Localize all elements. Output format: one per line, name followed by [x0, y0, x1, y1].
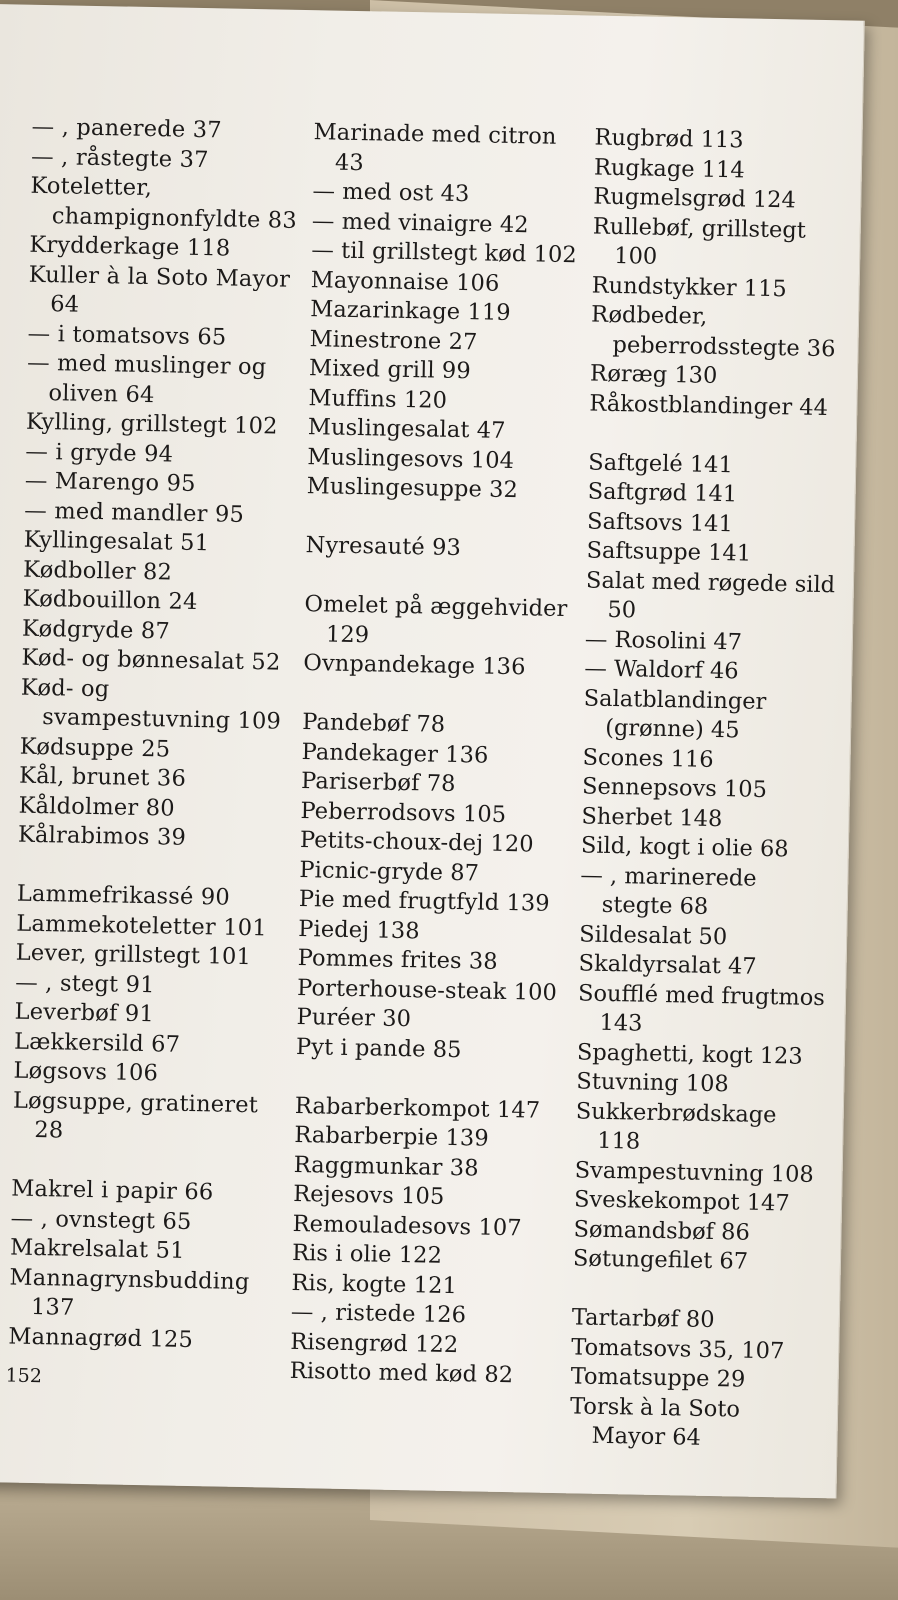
index-entry: Risengrød 122 — [290, 1328, 459, 1358]
index-entry: Kødboller 82 — [22, 556, 173, 586]
index-entry: Sherbet 148 — [581, 802, 723, 832]
index-entry: Saftgelé 141 — [588, 448, 734, 478]
index-entry: Tartarbøf 80 — [571, 1304, 715, 1334]
index-entry: Skaldyrsalat 47 — [578, 950, 757, 980]
index-entry: Kåldolmer 80 — [18, 792, 176, 822]
index-entry: Soufflé med frugtmos 143 — [577, 979, 826, 1037]
index-entry: Søtungefilet 67 — [572, 1245, 749, 1275]
index-entry: Rugkage 114 — [593, 154, 745, 183]
index-entry: Pyt i pande 85 — [295, 1033, 462, 1063]
index-entry: Råkostblandinger 44 — [589, 390, 829, 421]
index-entry: — med vinaigre 42 — [311, 207, 529, 238]
index-entry: Mixed grill 99 — [308, 355, 472, 385]
index-entry: Lever, grillstegt 101 — [15, 939, 252, 971]
index-entry: Torsk à la Soto Mayor 64 — [569, 1392, 741, 1451]
index-entry: Risotto med kød 82 — [289, 1357, 514, 1389]
index-entry: Kålrabimos 39 — [17, 821, 187, 851]
index-entry: Spaghetti, kogt 123 — [576, 1038, 803, 1070]
index-entry: Stuvning 108 — [576, 1068, 729, 1098]
index-entry: Porterhouse-steak 100 — [296, 974, 558, 1006]
index-entry: — i tomatsovs 65 — [27, 320, 227, 351]
index-entry: Ovnpandekage 136 — [303, 650, 526, 681]
index-entry: Remouladesovs 107 — [292, 1210, 522, 1241]
index-entry: Rabarberpie 139 — [294, 1121, 489, 1152]
index-entry: Kuller à la Soto Mayor 64 — [28, 261, 291, 318]
index-entry: Rugbrød 113 — [594, 124, 744, 154]
index-entry: Lammekoteletter 101 — [16, 910, 268, 941]
index-entry: — , panerede 37 — [31, 113, 223, 144]
index-entry: Svampestuvning 108 — [574, 1156, 814, 1188]
index-entry: Ris, kogte 121 — [291, 1269, 458, 1299]
index-entry: Pommes frites 38 — [297, 945, 498, 975]
index-entry: Nyresauté 93 — [305, 532, 462, 562]
index-entry: Tomatsovs 35, 107 — [571, 1333, 785, 1364]
index-entry: Ris i olie 122 — [291, 1239, 443, 1269]
index-entry: Løgsovs 106 — [13, 1057, 159, 1087]
index-entry: Rundstykker 115 — [591, 272, 787, 302]
index-entry: Rejesovs 105 — [292, 1180, 445, 1210]
index-entry: Salatblandinger (grønne) 45 — [583, 684, 767, 744]
index-entry: Makrelsalat 51 — [9, 1234, 185, 1264]
index-entry: — , ristede 126 — [290, 1298, 467, 1329]
index-entry: Pie med frugtfyld 139 — [298, 886, 550, 917]
index-entry: Muslingesovs 104 — [307, 443, 515, 474]
index-entry: Kødsuppe 25 — [19, 733, 171, 763]
index-entry: — Marengo 95 — [24, 467, 196, 497]
index-entry: Pandekager 136 — [301, 738, 489, 769]
index-entry: Raggmunkar 38 — [293, 1151, 479, 1182]
page-number: 152 — [5, 1364, 43, 1388]
index-entry: Løgsuppe, gratineret 28 — [12, 1087, 259, 1144]
index-entry: Sukkerbrødskage 118 — [575, 1097, 777, 1155]
index-entry: Marinade med citron 43 — [313, 119, 557, 176]
index-entry: — med ost 43 — [312, 178, 470, 208]
index-column-2 — [290, 118, 589, 1392]
index-entry: Puréer 30 — [296, 1003, 412, 1033]
index-entry: Tomatsuppe 29 — [570, 1363, 746, 1393]
index-entry: Sild, kogt i olie 68 — [580, 832, 789, 863]
index-entry: Koteletter, champignonfyldte 83 — [30, 172, 298, 234]
index-entry: Muslingesalat 47 — [307, 414, 506, 444]
index-entry: — med mandler 95 — [24, 497, 245, 528]
index-entry: — , marinerede stegte 68 — [580, 861, 757, 920]
index-entry: Krydderkage 118 — [29, 231, 231, 262]
book-page — [0, 4, 865, 1498]
index-entry: Pandebøf 78 — [302, 709, 446, 738]
section-gap — [572, 1274, 823, 1308]
index-entry: Salat med røgede sild 50 — [585, 566, 836, 624]
index-entry: Lækkersild 67 — [13, 1028, 181, 1058]
index-entry: Saftgrød 141 — [587, 478, 738, 508]
index-entry: Sømandsbøf 86 — [573, 1215, 751, 1246]
index-entry: Kød- og bønnesalat 52 — [21, 644, 281, 676]
index-entry: Mannagrynsbudding 137 — [9, 1264, 250, 1321]
index-entry: Pariserbøf 78 — [300, 768, 456, 798]
index-entry: Kødbouillon 24 — [22, 585, 198, 616]
index-entry: Sennepsovs 105 — [581, 773, 768, 803]
index-entry: Petits-choux-dej 120 — [299, 827, 534, 858]
index-entry: Kylling, grillstegt 102 — [25, 408, 278, 440]
index-entry: Omelet på æggehvider 129 — [304, 591, 568, 648]
index-entry: Muffins 120 — [308, 384, 448, 414]
index-entry: — , stegt 91 — [14, 969, 155, 998]
index-entry: Peberrodsovs 105 — [300, 797, 507, 828]
index-entry: Rødbeder, peberrodsstegte 36 — [590, 301, 836, 362]
index-entry: Saftsovs 141 — [586, 507, 734, 537]
index-entry: Mayonnaise 106 — [310, 266, 500, 297]
index-column-1 — [8, 113, 307, 1357]
index-entry: Leverbøf 91 — [14, 998, 155, 1028]
index-entry: — Rosolini 47 — [584, 625, 743, 655]
index-entry: — med muslinger og oliven 64 — [26, 349, 267, 408]
index-entry: Minestrone 27 — [309, 325, 478, 355]
index-entry: — i gryde 94 — [25, 438, 174, 468]
index-entry: Kål, brunet 36 — [18, 762, 187, 792]
index-entry: — , råstegte 37 — [30, 143, 209, 173]
index-entry: Picnic-gryde 87 — [299, 856, 480, 886]
index-entry: Lammefrikassé 90 — [16, 880, 231, 911]
index-entry: — til grillstegt kød 102 — [311, 237, 578, 269]
index-entry: Kød- og svampestuvning 109 — [20, 674, 282, 735]
index-entry: Mannagrød 125 — [8, 1323, 194, 1353]
index-entry: Kyllingesalat 51 — [23, 526, 210, 557]
index-entry: Mazarinkage 119 — [309, 296, 511, 326]
section-gap — [589, 419, 840, 453]
index-entry: Røræg 130 — [589, 360, 718, 389]
index-entry: Saftsuppe 141 — [586, 537, 752, 567]
index-entry: — Waldorf 46 — [584, 655, 739, 685]
index-entry: Sildesalat 50 — [579, 920, 728, 950]
index-entry: Muslingesuppe 32 — [306, 473, 519, 504]
index-entry: Rullebøf, grillstegt 100 — [592, 213, 807, 270]
index-entry: Sveskekompot 147 — [573, 1186, 790, 1217]
index-entry: — , ovnstegt 65 — [10, 1205, 192, 1235]
index-column-3 — [569, 124, 844, 1456]
index-entry: Rabarberkompot 147 — [294, 1092, 541, 1124]
index-entry: Piedej 138 — [298, 915, 420, 944]
index-entry: Makrel i papir 66 — [11, 1175, 214, 1206]
index-entry: Rugmelsgrød 124 — [593, 183, 797, 214]
index-entry: Scones 116 — [582, 743, 714, 773]
index-entry: Kødgryde 87 — [21, 615, 171, 644]
